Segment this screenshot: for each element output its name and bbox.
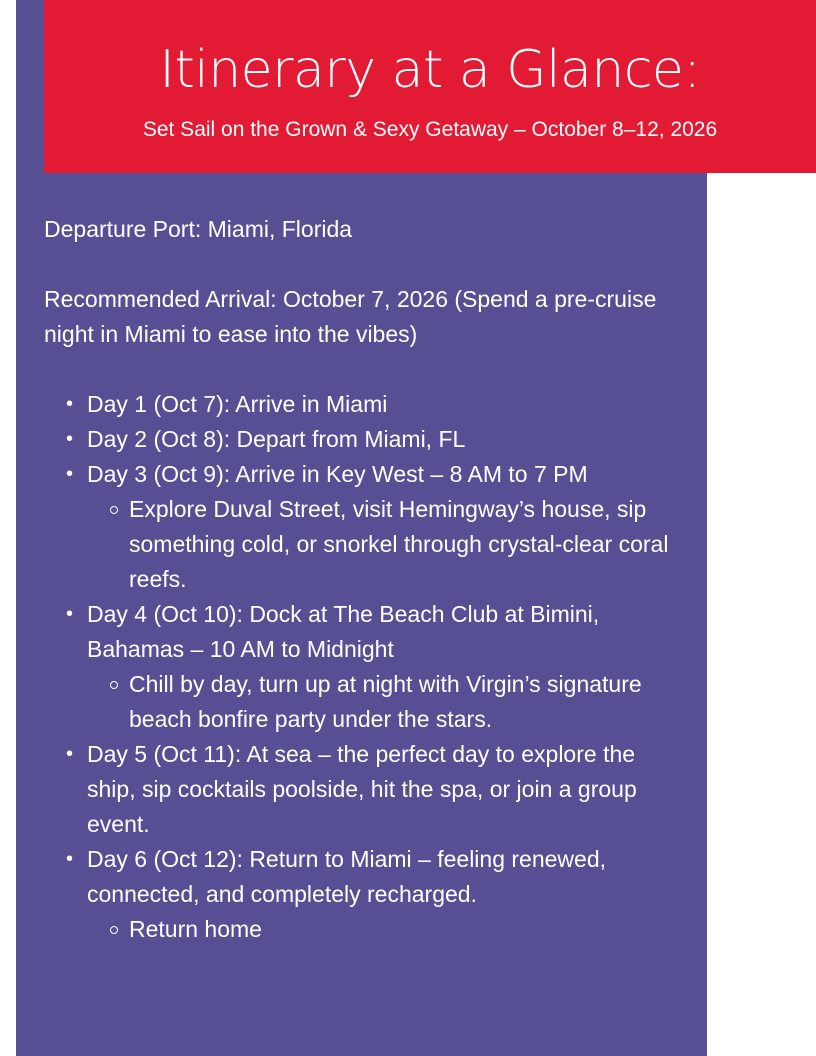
- day-text: Day 4 (Oct 10): Dock at The Beach Club at Bimini, Bahamas – 10 AM to Midnight: [87, 601, 600, 662]
- itinerary-content: [44, 212, 689, 947]
- day-detail: Chill by day, turn up at night with Virgin’s signature beach bonfire party under the stars.: [129, 667, 689, 737]
- day-item: [87, 737, 689, 842]
- day-text: Day 2 (Oct 8): Depart from Miami, FL: [87, 426, 466, 452]
- day-detail: Return home: [129, 912, 689, 947]
- day-detail: Explore Duval Street, visit Hemingway’s house, sip something cold, or snorkel through crystal-clear coral reefs.: [129, 492, 689, 597]
- day-detail-list: [87, 912, 689, 947]
- day-item: [87, 457, 689, 597]
- recommended-arrival: Recommended Arrival: October 7, 2026 (Spend a pre-cruise night in Miami to ease into the vibes): [44, 286, 657, 347]
- day-text: Day 6 (Oct 12): Return to Miami – feeling renewed, connected, and completely recharged.: [87, 846, 607, 907]
- day-text: Day 3 (Oct 9): Arrive in Key West – 8 AM to 7 PM: [87, 461, 588, 487]
- day-item: [87, 422, 689, 457]
- day-text: Day 1 (Oct 7): Arrive in Miami: [87, 391, 388, 417]
- day-item: [87, 842, 689, 947]
- day-detail-list: [87, 667, 689, 737]
- page-title: Itinerary at a Glance:: [159, 40, 701, 100]
- header-banner: [44, 0, 816, 173]
- day-item: [87, 597, 689, 737]
- day-detail-list: [87, 492, 689, 597]
- page-subtitle: Set Sail on the Grown & Sexy Getaway – October 8–12, 2026: [142, 118, 718, 141]
- departure-port: Departure Port: Miami, Florida: [44, 216, 353, 242]
- day-list: [44, 387, 689, 947]
- day-text: Day 5 (Oct 11): At sea – the perfect day to explore the ship, sip cocktails poolside, hit the spa, or join a group event.: [87, 741, 637, 837]
- day-item: [87, 387, 689, 422]
